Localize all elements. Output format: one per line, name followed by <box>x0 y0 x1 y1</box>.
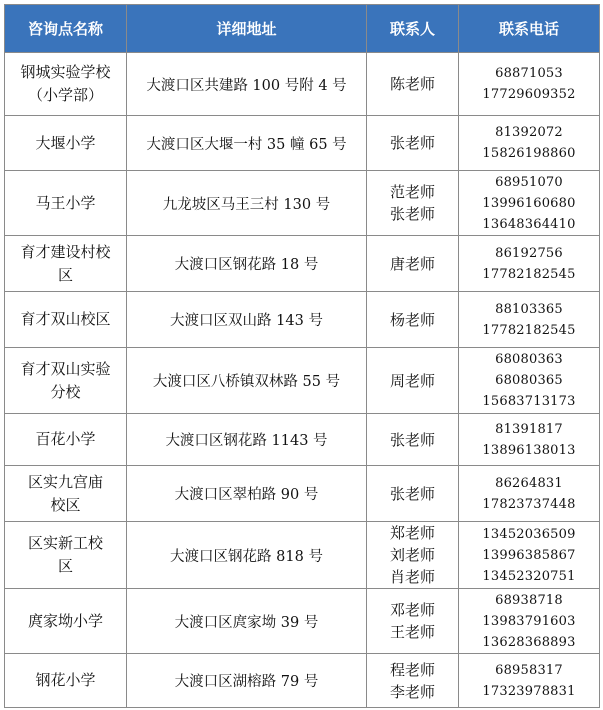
school-name-line: 区实九宫庙 <box>27 472 103 491</box>
school-name-line: 钢花小学 <box>35 671 96 689</box>
phone-number: 17323978831 <box>482 683 576 699</box>
table-row <box>5 171 600 236</box>
school-name-line: 马王小学 <box>35 193 96 212</box>
address-cell: 大渡口区共建路 100 号附 4 号 <box>127 53 367 116</box>
contact-cell <box>367 466 459 522</box>
address-cell: 大渡口区八桥镇双林路 55 号 <box>127 348 367 414</box>
contact-cell <box>367 53 459 116</box>
school-name-cell <box>5 292 127 348</box>
contact-person: 张老师 <box>389 134 435 152</box>
phone-number: 13996160680 <box>482 195 576 211</box>
phone-number: 13452036509 <box>482 526 576 542</box>
address-cell: 大渡口区翠柏路 90 号 <box>127 466 367 522</box>
phone-cell <box>459 236 600 292</box>
phone-cell <box>459 348 600 414</box>
phone-cell <box>459 466 600 522</box>
table-row <box>5 292 600 348</box>
phone-cell <box>459 522 600 589</box>
contact-person: 陈老师 <box>389 75 435 93</box>
school-name-cell <box>5 522 127 589</box>
phone-number: 15683713173 <box>482 394 576 409</box>
header-phone: 联系电话 <box>459 5 600 53</box>
contact-person: 张老师 <box>389 484 435 503</box>
school-name-line: 育才建设村校 <box>20 242 111 261</box>
phone-number: 68080365 <box>495 373 563 388</box>
table-row <box>5 654 600 708</box>
contact-person: 杨老师 <box>389 310 435 329</box>
contact-person: 王老师 <box>389 623 435 641</box>
school-name-cell <box>5 466 127 522</box>
contact-person: 张老师 <box>389 205 435 223</box>
phone-number: 68951070 <box>495 174 563 190</box>
phone-number: 17729609352 <box>482 87 576 102</box>
phone-number: 68080363 <box>495 352 563 367</box>
contact-person: 程老师 <box>389 660 435 679</box>
phone-number: 88103365 <box>495 301 563 317</box>
contact-cell <box>367 414 459 466</box>
header-row <box>5 5 600 53</box>
phone-cell <box>459 414 600 466</box>
phone-cell <box>459 292 600 348</box>
school-name-cell <box>5 53 127 116</box>
contact-cell <box>367 589 459 654</box>
school-name-line: 校区 <box>50 495 81 514</box>
contact-person: 张老师 <box>389 430 435 449</box>
phone-number: 13628368893 <box>482 634 576 650</box>
phone-number: 81391817 <box>495 421 563 437</box>
phone-number: 86264831 <box>495 475 563 491</box>
school-name-cell <box>5 116 127 171</box>
header-address: 详细地址 <box>127 5 367 53</box>
contact-person: 刘老师 <box>389 546 435 564</box>
phone-number: 17782182545 <box>482 266 576 282</box>
school-name-line: 区 <box>57 265 73 284</box>
phone-number: 13896138013 <box>482 442 576 458</box>
phone-cell <box>459 171 600 236</box>
school-name-cell <box>5 654 127 708</box>
table-row <box>5 466 600 522</box>
address-cell: 大渡口区庹家坳 39 号 <box>127 589 367 654</box>
school-name-line: 区实新工校 <box>27 534 103 552</box>
phone-number: 68958317 <box>495 662 563 678</box>
school-name-cell <box>5 171 127 236</box>
contact-person: 范老师 <box>389 183 435 201</box>
address-cell: 九龙坡区马王三村 130 号 <box>127 171 367 236</box>
contact-person: 邓老师 <box>389 601 435 619</box>
address-cell: 大渡口区钢花路 818 号 <box>127 522 367 589</box>
phone-number: 15826198860 <box>482 146 576 161</box>
phone-number: 86192756 <box>495 245 563 261</box>
address-cell: 大渡口区钢花路 1143 号 <box>127 414 367 466</box>
contact-cell <box>367 116 459 171</box>
table-row <box>5 236 600 292</box>
phone-cell <box>459 116 600 171</box>
phone-number: 81392072 <box>495 125 563 140</box>
school-name-line: 育才双山校区 <box>20 310 111 328</box>
phone-number: 17823737448 <box>482 496 576 512</box>
address-cell: 大渡口区双山路 143 号 <box>127 292 367 348</box>
school-name-line: 百花小学 <box>35 430 96 448</box>
table-row <box>5 522 600 589</box>
table-row <box>5 348 600 414</box>
contact-person: 李老师 <box>389 682 435 701</box>
school-name-cell <box>5 589 127 654</box>
consultation-points-table <box>4 4 600 708</box>
school-name-line: 钢城实验学校 <box>20 63 111 81</box>
address-cell: 大渡口区钢花路 18 号 <box>127 236 367 292</box>
contact-cell <box>367 236 459 292</box>
school-name-line: 大堰小学 <box>35 133 96 152</box>
address-cell: 大渡口区大堰一村 35 幢 65 号 <box>127 116 367 171</box>
school-name-cell <box>5 348 127 414</box>
school-name-line: （小学部） <box>27 86 103 104</box>
school-name-line: 区 <box>57 557 73 575</box>
address-cell: 大渡口区湖榕路 79 号 <box>127 654 367 708</box>
phone-number: 17782182545 <box>482 322 576 338</box>
contact-cell <box>367 171 459 236</box>
contact-cell <box>367 348 459 414</box>
school-name-line: 分校 <box>50 382 81 401</box>
school-name-cell <box>5 414 127 466</box>
contact-cell <box>367 292 459 348</box>
table-row <box>5 414 600 466</box>
school-name-line: 育才双山实验 <box>20 359 111 378</box>
phone-number: 13648364410 <box>482 216 576 232</box>
table-row <box>5 116 600 171</box>
phone-number: 13996385867 <box>482 547 576 563</box>
table-row <box>5 53 600 116</box>
school-name-cell <box>5 236 127 292</box>
phone-cell <box>459 53 600 116</box>
contact-person: 郑老师 <box>389 524 435 542</box>
header-name: 咨询点名称 <box>5 5 127 53</box>
phone-cell <box>459 589 600 654</box>
contact-person: 周老师 <box>389 371 435 390</box>
phone-number: 13983791603 <box>482 613 576 629</box>
contact-cell <box>367 522 459 589</box>
phone-number: 68871053 <box>495 66 563 81</box>
contact-person: 肖老师 <box>389 568 435 586</box>
table-row <box>5 589 600 654</box>
phone-number: 13452320751 <box>482 568 576 584</box>
contact-person: 唐老师 <box>389 254 435 273</box>
school-name-line: 庹家坳小学 <box>27 611 103 630</box>
contact-cell <box>367 654 459 708</box>
table-body <box>5 53 600 708</box>
phone-number: 68938718 <box>495 592 563 608</box>
header-contact: 联系人 <box>367 5 459 53</box>
phone-cell <box>459 654 600 708</box>
